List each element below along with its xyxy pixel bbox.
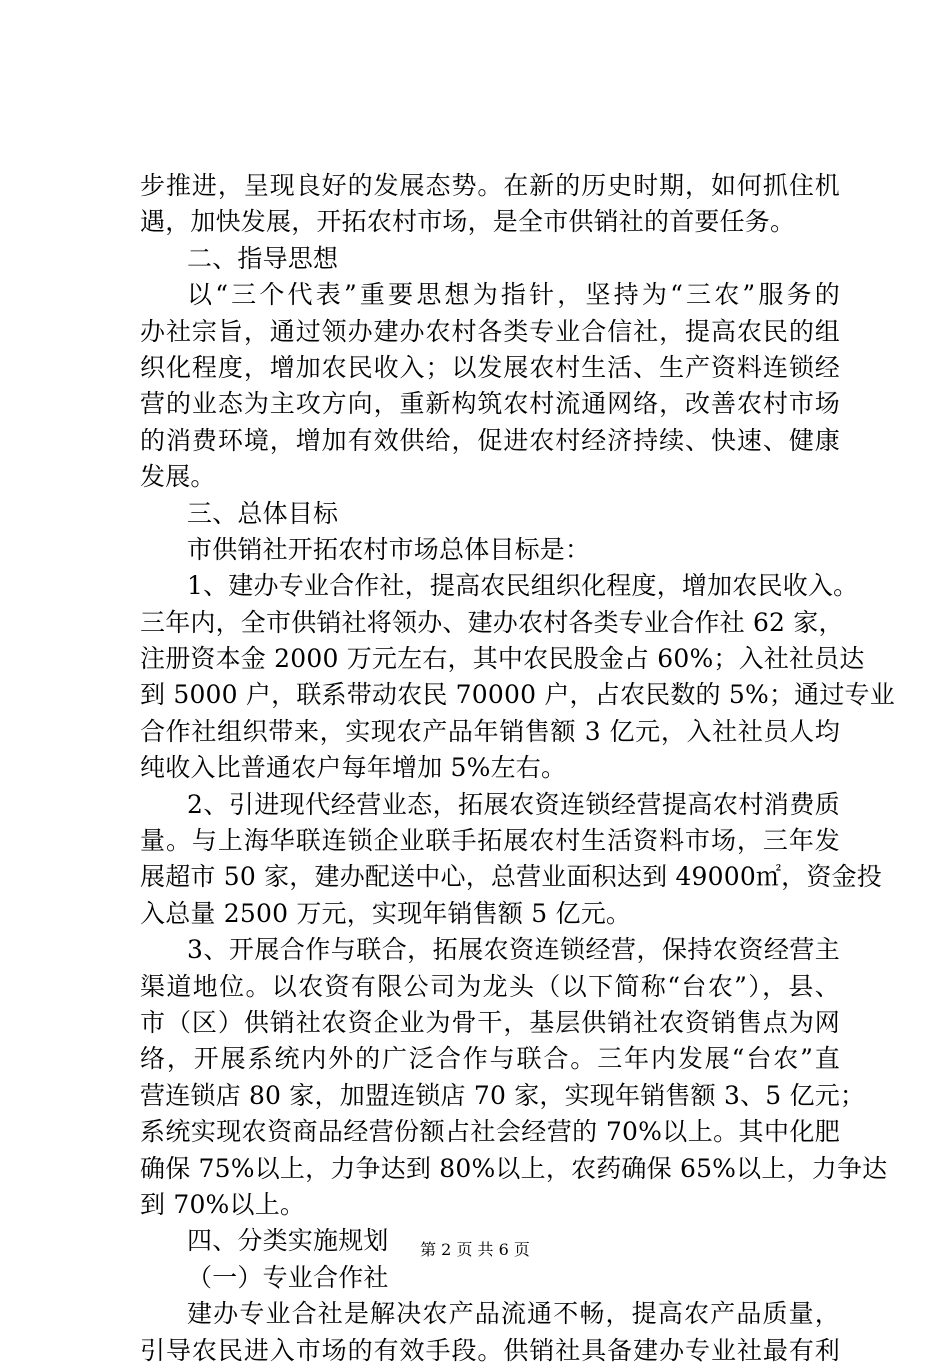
text-line: 办社宗旨，通过领办建办农村各类专业合信社，提高农民的组 <box>140 316 840 346</box>
text-line: 系统实现农资商品经营份额占社会经营的 70%以上。其中化肥 <box>140 1117 840 1147</box>
text-line: 3、开展合作与联合，拓展农资连锁经营，保持农资经营主 <box>187 935 840 965</box>
text-line: 注册资本金 2000 万元左右，其中农民股金占 60%；入社社员达 <box>140 644 865 674</box>
text-line: 量。与上海华联连锁企业联手拓展农村生活资料市场，三年发 <box>140 826 840 856</box>
text-line: 三年内，全市供销社将领办、建办农村各类专业合作社 62 家， <box>140 607 844 637</box>
text-line: 展超市 50 家，建办配送中心，总营业面积达到 49000㎡，资金投 <box>140 862 882 892</box>
page-number-footer: 第 2 页 共 6 页 <box>420 1240 530 1259</box>
text-line: 建办专业合社是解决农产品流通不畅，提高农产品质量， <box>187 1299 840 1329</box>
text-line: 营连锁店 80 家，加盟连锁店 70 家，实现年销售额 3、5 亿元； <box>140 1080 866 1110</box>
text-line: 络，开展系统内外的广泛合作与联合。三年内发展“台农”直 <box>140 1044 840 1074</box>
subsection-heading: （一）专业合作社 <box>187 1262 389 1292</box>
text-line: 织化程度，增加农民收入；以发展农村生活、生产资料连锁经 <box>140 352 840 382</box>
text-line: 市（区）供销社农资企业为骨干，基层供销社农资销售点为网 <box>140 1007 840 1037</box>
text-line: 遇，加快发展，开拓农村市场，是全市供销社的首要任务。 <box>140 207 796 237</box>
text-line: 发展。 <box>140 462 216 492</box>
text-line: 合作社组织带来，实现农产品年销售额 3 亿元，入社社员人均 <box>140 716 840 746</box>
section-heading: 三、总体目标 <box>187 498 339 528</box>
section-heading: 四、分类实施规划 <box>187 1226 389 1256</box>
text-line: 引导农民进入市场的有效手段。供销社具备建办专业社最有利 <box>140 1335 840 1365</box>
text-line: 的消费环境，增加有效供给，促进农村经济持续、快速、健康 <box>140 425 840 455</box>
text-line: 以“三个代表”重要思想为指针，坚持为“三农”服务的 <box>187 280 840 310</box>
text-line: 1、建办专业合作社，提高农民组织化程度，增加农民收入。 <box>187 571 859 601</box>
section-heading: 二、指导思想 <box>187 243 339 273</box>
text-line: 渠道地位。以农资有限公司为龙头（以下简称“台农”），县、 <box>140 971 840 1001</box>
text-line: 营的业态为主攻方向，重新构筑农村流通网络，改善农村市场 <box>140 389 840 419</box>
text-line: 入总量 2500 万元，实现年销售额 5 亿元。 <box>140 898 632 928</box>
text-line: 到 5000 户，联系带动农民 70000 户，占农民数的 5%；通过专业 <box>140 680 895 710</box>
text-line: 确保 75%以上，力争达到 80%以上，农药确保 65%以上，力争达 <box>140 1153 888 1183</box>
text-line: 到 70%以上。 <box>140 1189 306 1219</box>
text-line: 步推进，呈现良好的发展态势。在新的历史时期，如何抓住机 <box>140 171 840 200</box>
text-line: 2、引进现代经营业态，拓展农资连锁经营提高农村消费质 <box>187 789 840 819</box>
text-line: 纯收入比普通农户每年增加 5%左右。 <box>140 753 567 783</box>
document-body <box>140 168 895 1369</box>
text-line: 市供销社开拓农村市场总体目标是： <box>187 534 591 564</box>
